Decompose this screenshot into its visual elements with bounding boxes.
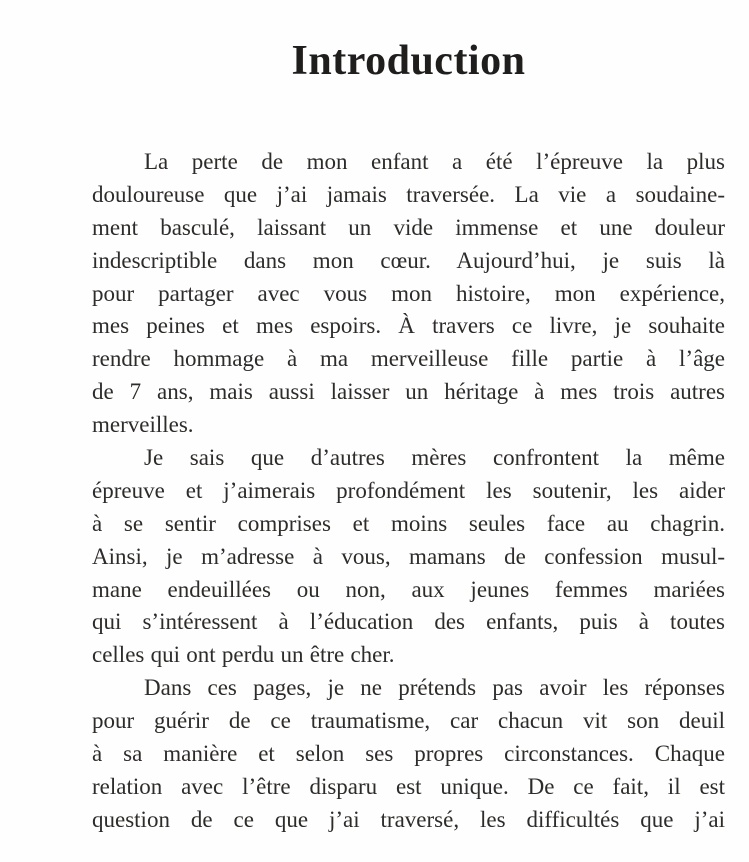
text-line: indescriptible dans mon cœur. Aujourd’hui, je suis là xyxy=(92,247,725,273)
text-line: pour partager avec vous mon histoire, mon expérience, xyxy=(92,280,725,306)
text-line: celles qui ont perdu un être cher. xyxy=(92,642,395,668)
text-line: La perte de mon enfant a été l’épreuve la plus xyxy=(144,149,725,174)
text-line: qui s’intéressent à l’éducation des enfants, puis à toutes xyxy=(92,609,725,635)
text-line: Ainsi, je m’adresse à vous, mamans de confession musul- xyxy=(92,543,725,569)
text-line: Dans ces pages, je ne prétends pas avoir les réponses xyxy=(144,675,725,701)
text-line: question de ce que j’ai traversé, les difficultés que j’ai xyxy=(92,806,725,832)
text-line: pour guérir de ce traumatisme, car chacun vit son deuil xyxy=(92,708,725,734)
body-text xyxy=(92,146,725,837)
text-line: épreuve et j’aimerais profondément les soutenir, les aider xyxy=(92,477,725,503)
text-line: à sa manière et selon ses propres circonstances. Chaque xyxy=(92,741,725,767)
chapter-title: Introduction xyxy=(291,38,526,84)
text-line: mane endeuillées ou non, aux jeunes femmes mariées xyxy=(92,576,725,602)
text-line: à se sentir comprises et moins seules face au chagrin. xyxy=(92,510,725,536)
text-line: merveilles. xyxy=(92,412,194,438)
paragraph xyxy=(92,672,725,836)
text-line: ment basculé, laissant un vide immense et une douleur xyxy=(92,214,725,240)
paragraph xyxy=(92,146,725,442)
text-line: relation avec l’être disparu est unique. De ce fait, il est xyxy=(92,773,725,799)
text-line: douloureuse que j’ai jamais traversée. La vie a soudaine- xyxy=(92,181,725,207)
text-line: rendre hommage à ma merveilleuse fille partie à l’âge xyxy=(92,346,725,372)
text-line: mes peines et mes espoirs. À travers ce livre, je souhaite xyxy=(92,313,725,339)
paragraph xyxy=(92,442,725,672)
text-line: de 7 ans, mais aussi laisser un héritage à mes trois autres xyxy=(92,379,725,405)
text-line: Je sais que d’autres mères confrontent la même xyxy=(144,445,725,471)
